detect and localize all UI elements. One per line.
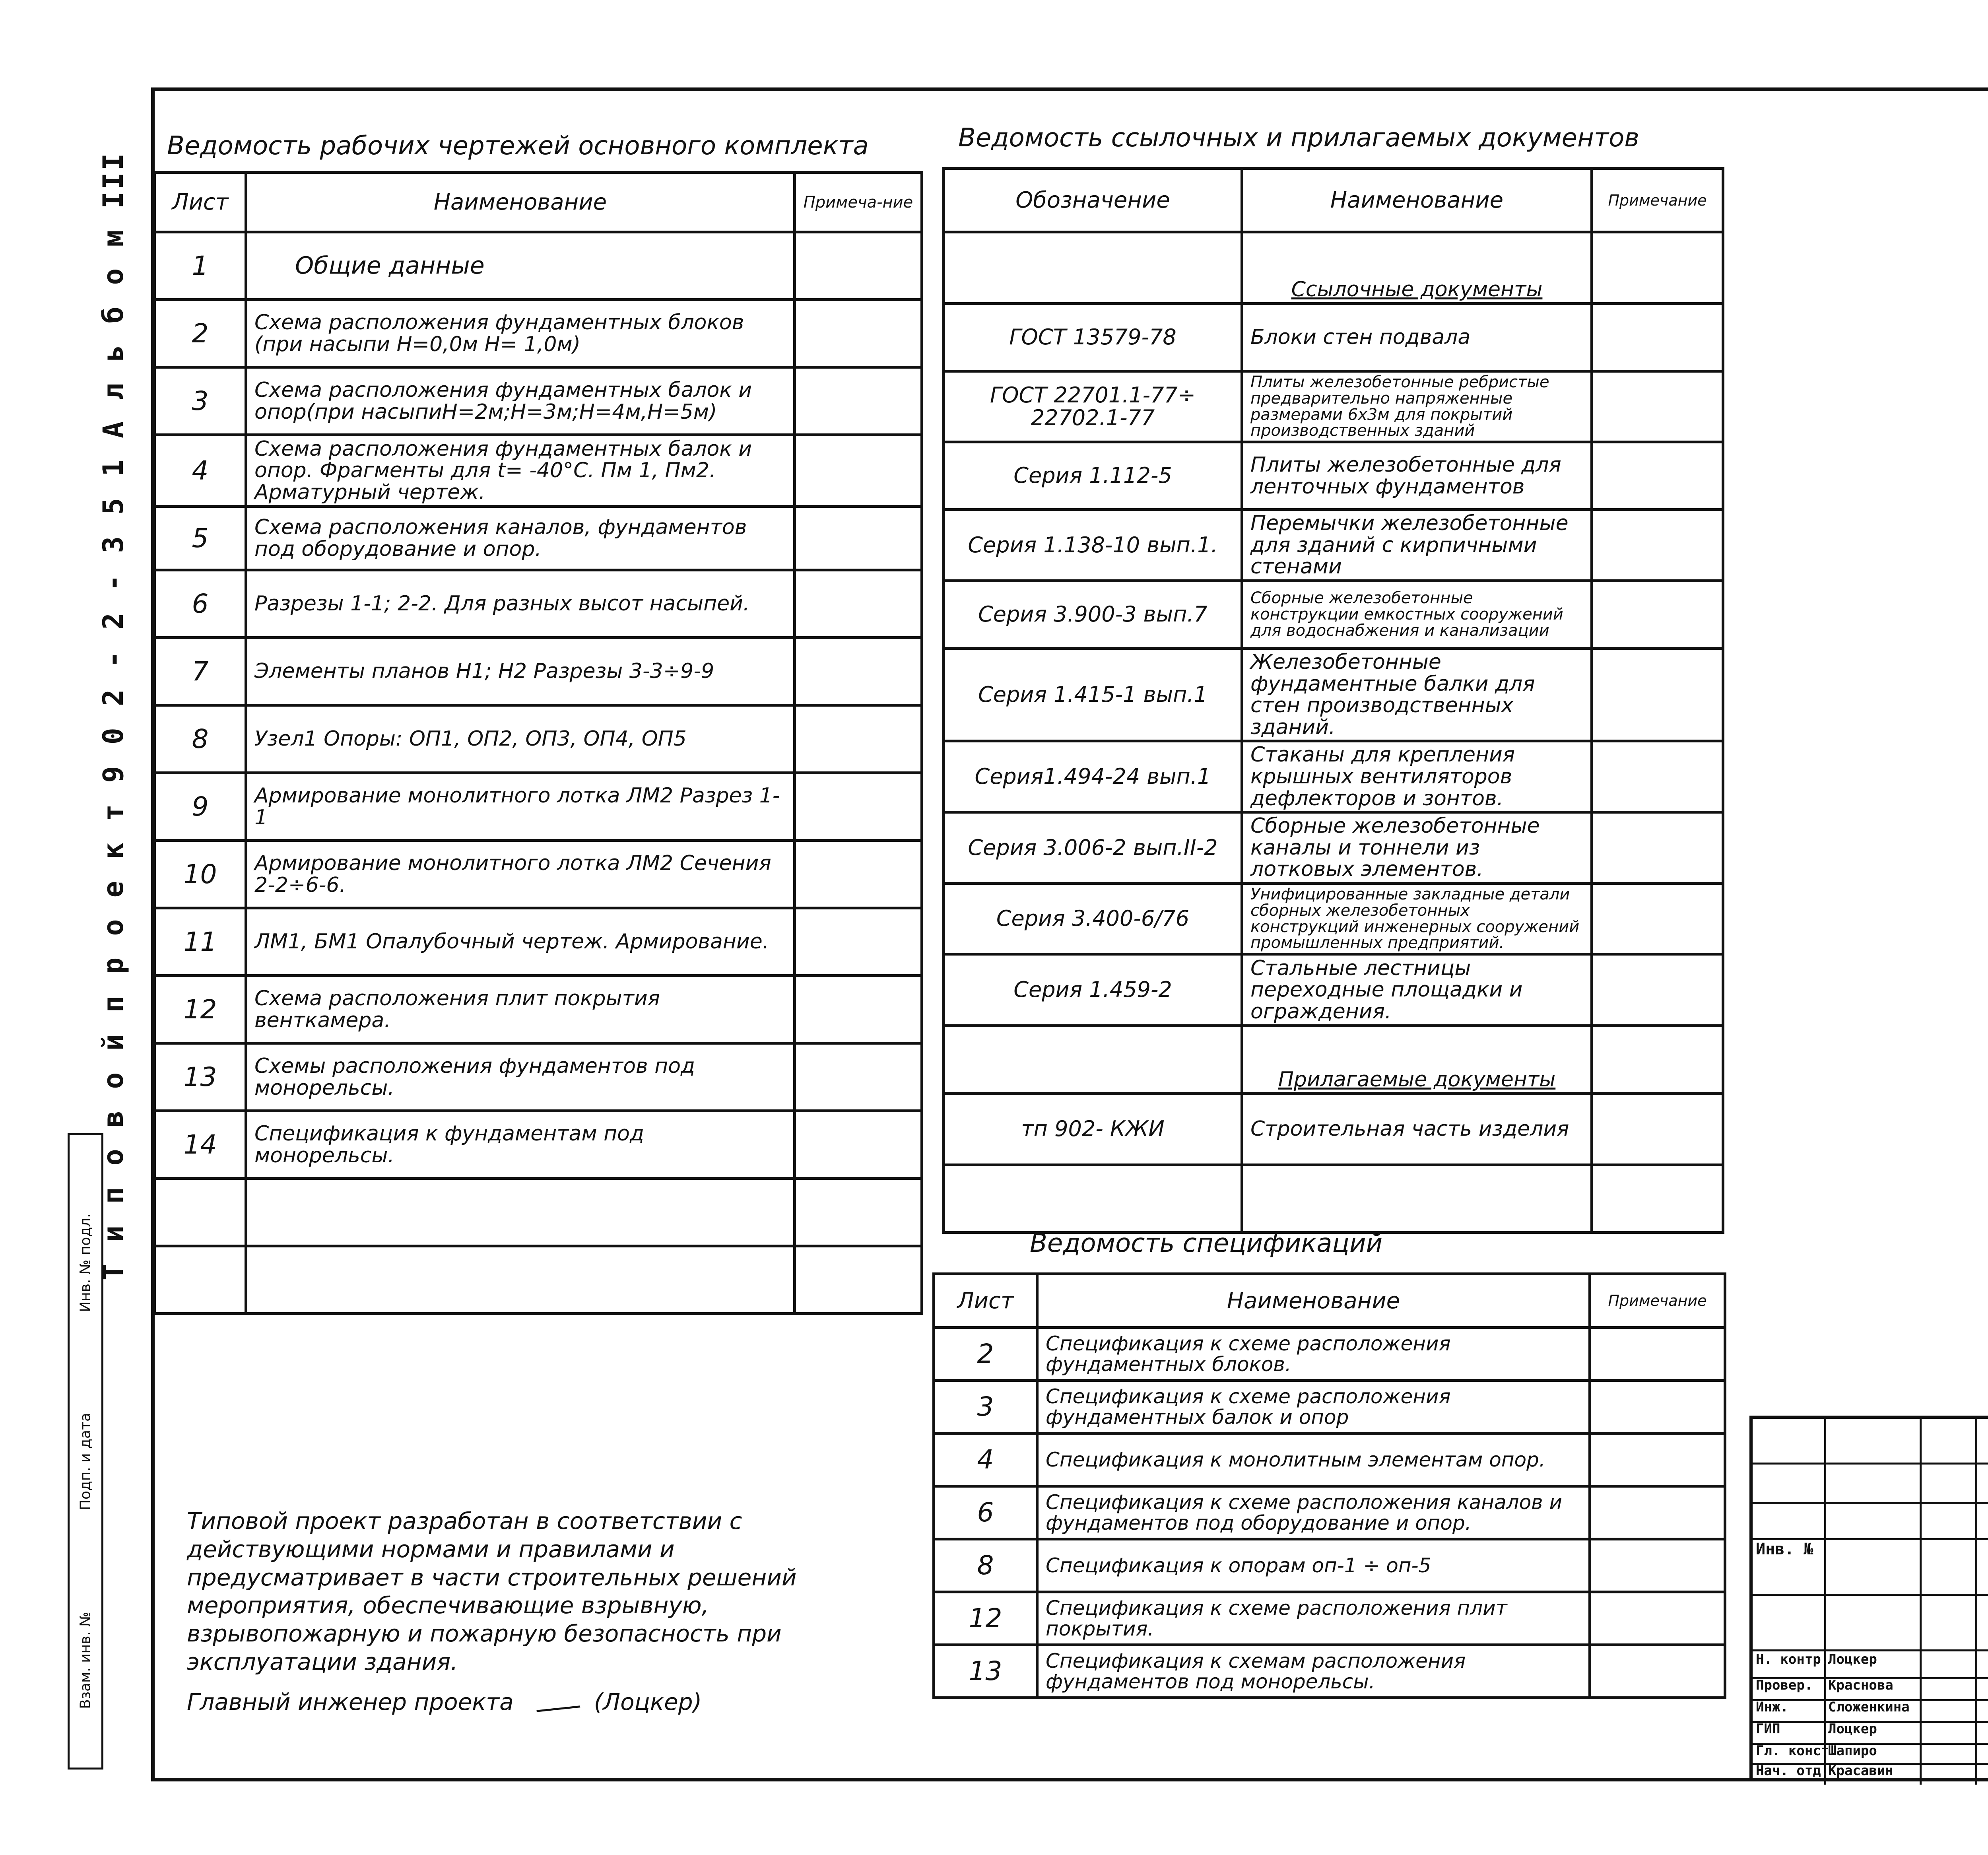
note-cell xyxy=(795,908,922,976)
code-cell: Серия 1.459-2 xyxy=(944,954,1242,1026)
sheet-cell: 6 xyxy=(155,570,246,638)
sheet-cell: 13 xyxy=(155,1043,246,1111)
note-cell xyxy=(1590,1645,1725,1698)
staff-row xyxy=(1754,1743,1977,1763)
note-cell xyxy=(1592,1026,1723,1094)
name-cell: Железобетонные фундаментные балки для стен производственных зданий. xyxy=(1242,648,1592,741)
staff-row xyxy=(1754,1763,1977,1783)
code-cell: Серия 3.900-3 вып.7 xyxy=(944,581,1242,648)
name-cell: ЛМ1, БМ1 Опалубочный чертеж. Армирование. xyxy=(246,908,795,976)
name-cell xyxy=(1242,1165,1592,1233)
code-cell: ГОСТ 22701.1-77÷ 22702.1-77 xyxy=(944,371,1242,442)
table-row xyxy=(155,570,922,638)
sheet-cell: 10 xyxy=(155,841,246,908)
note-cell xyxy=(795,976,922,1043)
note-cell xyxy=(1590,1592,1725,1645)
code-cell: Серия 1.112-5 xyxy=(944,442,1242,510)
table-row xyxy=(944,1094,1723,1165)
table-row xyxy=(155,908,922,976)
staff-role: Нач. отд. xyxy=(1756,1763,1829,1779)
name-cell: Армирование монолитного лотка ЛМ2 Разрез 1-1 xyxy=(246,773,795,841)
name-cell xyxy=(246,1246,795,1314)
ref-docs-table xyxy=(942,167,1724,1234)
table-row xyxy=(934,1645,1725,1698)
note-cell xyxy=(1592,232,1723,304)
name-cell: Схемы расположения фундаментов под монорельсы. xyxy=(246,1043,795,1111)
table-row xyxy=(944,442,1723,510)
sheet-cell: 2 xyxy=(934,1328,1037,1381)
name-cell: Схема расположения каналов, фундаментов под оборудование и опор. xyxy=(246,507,795,570)
name-cell: Перемычки железобетонные для зданий с кирпичными стенами xyxy=(1242,510,1592,581)
sheet-cell: 4 xyxy=(934,1433,1037,1486)
table-row xyxy=(155,1111,922,1179)
header-name: Наименование xyxy=(1242,169,1592,232)
code-cell: Серия 3.006-2 вып.II-2 xyxy=(944,812,1242,884)
table-row xyxy=(934,1592,1725,1645)
note-cell xyxy=(1592,648,1723,741)
code-cell: Серия 3.400-6/76 xyxy=(944,883,1242,954)
name-cell: Блоки стен подвала xyxy=(1242,304,1592,371)
note-cell xyxy=(795,1043,922,1111)
note-cell xyxy=(795,367,922,435)
table-row xyxy=(944,812,1723,884)
working-drawings-caption: Ведомость рабочих чертежей основного комплекта xyxy=(167,131,869,161)
note-cell xyxy=(795,773,922,841)
name-cell: Схема расположения фундаментных балок и опор(при насыпиН=2м;Н=3м;Н=4м,Н=5м) xyxy=(246,367,795,435)
note-cell xyxy=(1592,812,1723,884)
table-row xyxy=(944,648,1723,741)
sheet-cell: 11 xyxy=(155,908,246,976)
sheet-cell: 12 xyxy=(934,1592,1037,1645)
table-row xyxy=(155,1246,922,1314)
table-row xyxy=(934,1381,1725,1433)
working-drawings-table xyxy=(153,171,923,1315)
header-note: Примечание xyxy=(1592,169,1723,232)
table-row xyxy=(944,510,1723,581)
name-cell: Стальные лестницы переходные площадки и ограждения. xyxy=(1242,954,1592,1026)
table-row xyxy=(944,1026,1723,1094)
table-row xyxy=(155,1043,922,1111)
staff-name: Краснова xyxy=(1828,1677,1893,1693)
name-cell: Стаканы для крепления крышных вентиляторов дефлекторов и зонтов. xyxy=(1242,741,1592,812)
name-cell: Спецификация к монолитным элементам опор. xyxy=(1037,1433,1590,1486)
name-cell: Узел1 Опоры: ОП1, ОП2, ОП3, ОП4, ОП5 xyxy=(246,705,795,773)
table-row xyxy=(155,773,922,841)
sheet-cell: 13 xyxy=(934,1645,1037,1698)
table-row xyxy=(944,1165,1723,1233)
specs-caption: Ведомость спецификаций xyxy=(1030,1229,1383,1258)
note-cell xyxy=(1592,1094,1723,1165)
name-cell: Схема расположения фундаментных блоков (при насыпи Н=0,0м Н= 1,0м) xyxy=(246,300,795,367)
table-row xyxy=(944,883,1723,954)
sheet-cell: 2 xyxy=(155,300,246,367)
sheet-cell: 9 xyxy=(155,773,246,841)
spine-label-1: Инв. № подл. xyxy=(77,1213,94,1312)
header-sheet: Лист xyxy=(934,1274,1037,1328)
spine-side-labels xyxy=(68,1133,103,1770)
staff-role: Н. контр. xyxy=(1756,1651,1829,1667)
sheet-cell: 8 xyxy=(934,1539,1037,1592)
table-row xyxy=(155,367,922,435)
header-sheet: Лист xyxy=(155,173,246,232)
specs-table xyxy=(932,1272,1726,1699)
sheet-cell: 7 xyxy=(155,638,246,705)
table-row xyxy=(155,300,922,367)
note-cell xyxy=(795,300,922,367)
table-row xyxy=(155,976,922,1043)
staff-name: Красавин xyxy=(1828,1763,1893,1779)
code-cell xyxy=(944,232,1242,304)
staff-name: Сложенкина xyxy=(1828,1699,1910,1715)
name-cell: Общие данные xyxy=(246,232,795,300)
note-cell xyxy=(1592,304,1723,371)
note-cell xyxy=(1592,1165,1723,1233)
sheet-cell: 12 xyxy=(155,976,246,1043)
header-name: Наименование xyxy=(246,173,795,232)
name-cell: Спецификация к схеме расположения плит покрытия. xyxy=(1037,1592,1590,1645)
chief-engineer-label: Главный инженер проекта xyxy=(187,1688,514,1715)
note-cell xyxy=(1592,442,1723,510)
name-cell: Прилагаемые документы xyxy=(1242,1026,1592,1094)
name-cell: Схема расположения фундаментных балок и опор. Фрагменты для t= -40°С. Пм 1, Пм2. Арматурный чертеж. xyxy=(246,435,795,507)
table-row xyxy=(944,304,1723,371)
name-cell: Ссылочные документы xyxy=(1242,232,1592,304)
code-cell: ГОСТ 13579-78 xyxy=(944,304,1242,371)
header-name: Наименование xyxy=(1037,1274,1590,1328)
title-block xyxy=(1749,1416,1988,1781)
header-note: Примеча-ние xyxy=(795,173,922,232)
note-cell xyxy=(795,1111,922,1179)
table-row xyxy=(155,705,922,773)
name-cell: Сборные железобетонные конструкции емкостных сооружений для водоснабжения и канализации xyxy=(1242,581,1592,648)
note-cell xyxy=(1590,1433,1725,1486)
note-cell xyxy=(795,435,922,507)
name-cell: Спецификация к схеме расположения фундаментных блоков. xyxy=(1037,1328,1590,1381)
name-cell: Спецификация к опорам оп-1 ÷ оп-5 xyxy=(1037,1539,1590,1592)
table-row xyxy=(155,638,922,705)
table-row xyxy=(155,507,922,570)
staff-name: Лоцкер xyxy=(1828,1651,1877,1667)
sheet-cell: 14 xyxy=(155,1111,246,1179)
note-cell xyxy=(795,570,922,638)
code-cell: Серия1.494-24 вып.1 xyxy=(944,741,1242,812)
note-cell xyxy=(1590,1486,1725,1539)
staff-role: Инж. xyxy=(1756,1699,1788,1715)
table-row xyxy=(934,1486,1725,1539)
note-cell xyxy=(1590,1539,1725,1592)
note-cell xyxy=(795,1179,922,1246)
sheet-cell: 8 xyxy=(155,705,246,773)
staff-role: Гл. конст. xyxy=(1756,1743,1837,1759)
code-cell xyxy=(944,1165,1242,1233)
sheet-cell: 5 xyxy=(155,507,246,570)
note-cell xyxy=(1592,741,1723,812)
staff-row xyxy=(1754,1721,1977,1741)
staff-name: Лоцкер xyxy=(1828,1721,1877,1737)
ref-docs-caption: Ведомость ссылочных и прилагаемых документов xyxy=(958,123,1639,153)
note-cell xyxy=(1592,954,1723,1026)
staff-role: ГИП xyxy=(1756,1721,1780,1737)
note-cell xyxy=(1590,1381,1725,1433)
table-row xyxy=(944,741,1723,812)
name-cell: Схема расположения плит покрытия венткамера. xyxy=(246,976,795,1043)
name-cell: Строительная часть изделия xyxy=(1242,1094,1592,1165)
note-cell xyxy=(1592,883,1723,954)
note-cell xyxy=(795,507,922,570)
name-cell: Разрезы 1-1; 2-2. Для разных высот насыпей. xyxy=(246,570,795,638)
table-row xyxy=(944,232,1723,304)
sheet-cell xyxy=(155,1246,246,1314)
inv-label: Инв. № xyxy=(1756,1540,1813,1558)
note-cell xyxy=(1592,510,1723,581)
name-cell: Сборные железобетонные каналы и тоннели из лотковых элементов. xyxy=(1242,812,1592,884)
name-cell: Спецификация к схеме расположения фундаментных балок и опор xyxy=(1037,1381,1590,1433)
design-note xyxy=(187,1507,863,1716)
note-cell xyxy=(1592,371,1723,442)
sheet-cell: 4 xyxy=(155,435,246,507)
table-row xyxy=(934,1539,1725,1592)
table-row xyxy=(944,954,1723,1026)
name-cell: Армирование монолитного лотка ЛМ2 Сечения 2-2÷6-6. xyxy=(246,841,795,908)
staff-row xyxy=(1754,1677,1977,1697)
design-note-text: Типовой проект разработан в соответствии с действующими нормами и правилами и предусматривает в части строительных решений мероприятия, обеспечивающие взрывную, взрывопожарную и пожарную безопасность при эксплуатации здания. xyxy=(187,1507,797,1675)
name-cell: Унифицированные закладные детали сборных железобетонных конструкций инженерных сооружений промышленных предприятий. xyxy=(1242,883,1592,954)
note-cell xyxy=(795,705,922,773)
table-row xyxy=(155,435,922,507)
table-row xyxy=(934,1433,1725,1486)
name-cell xyxy=(246,1179,795,1246)
name-cell: Спецификация к схемам расположения фундаментов под монорельсы. xyxy=(1037,1645,1590,1698)
note-cell xyxy=(1590,1328,1725,1381)
sheet-cell: 6 xyxy=(934,1486,1037,1539)
table-row xyxy=(155,232,922,300)
sheet-cell: 3 xyxy=(934,1381,1037,1433)
sheet-cell xyxy=(155,1179,246,1246)
sheet-cell: 1 xyxy=(155,232,246,300)
name-cell: Плиты железобетонные для ленточных фундаментов xyxy=(1242,442,1592,510)
chief-engineer-name: (Лоцкер) xyxy=(594,1688,702,1715)
spine-label-3: Взам. инв. № xyxy=(77,1612,94,1709)
table-row xyxy=(155,841,922,908)
code-cell: Серия 1.138-10 вып.1. xyxy=(944,510,1242,581)
name-cell: Плиты железобетонные ребристые предварительно напряженные размерами 6х3м для покрытий производственных зданий xyxy=(1242,371,1592,442)
table-row xyxy=(944,581,1723,648)
note-cell xyxy=(795,841,922,908)
signature-mark xyxy=(535,1687,580,1712)
sheet-cell: 3 xyxy=(155,367,246,435)
header-code: Обозначение xyxy=(944,169,1242,232)
table-row xyxy=(934,1328,1725,1381)
table-row xyxy=(155,1179,922,1246)
spine-title: Т и п о в о й п р о е к т 9 0 2 - 2 - 3 5 1 А л ь б о м III xyxy=(97,151,130,1281)
header-note: Примечание xyxy=(1590,1274,1725,1328)
note-cell xyxy=(795,232,922,300)
note-cell xyxy=(795,638,922,705)
staff-row xyxy=(1754,1699,1977,1719)
code-cell: Серия 1.415-1 вып.1 xyxy=(944,648,1242,741)
note-cell xyxy=(795,1246,922,1314)
spine-label-2: Подп. и дата xyxy=(77,1412,94,1511)
staff-role: Провер. xyxy=(1756,1677,1813,1693)
code-cell xyxy=(944,1026,1242,1094)
staff-row xyxy=(1754,1651,1977,1671)
name-cell: Спецификация к схеме расположения каналов и фундаментов под оборудование и опор. xyxy=(1037,1486,1590,1539)
table-row xyxy=(944,371,1723,442)
name-cell: Элементы планов Н1; Н2 Разрезы 3-3÷9-9 xyxy=(246,638,795,705)
note-cell xyxy=(1592,581,1723,648)
name-cell: Спецификация к фундаментам под монорельсы. xyxy=(246,1111,795,1179)
staff-name: Шапиро xyxy=(1828,1743,1877,1759)
code-cell: тп 902- КЖИ xyxy=(944,1094,1242,1165)
